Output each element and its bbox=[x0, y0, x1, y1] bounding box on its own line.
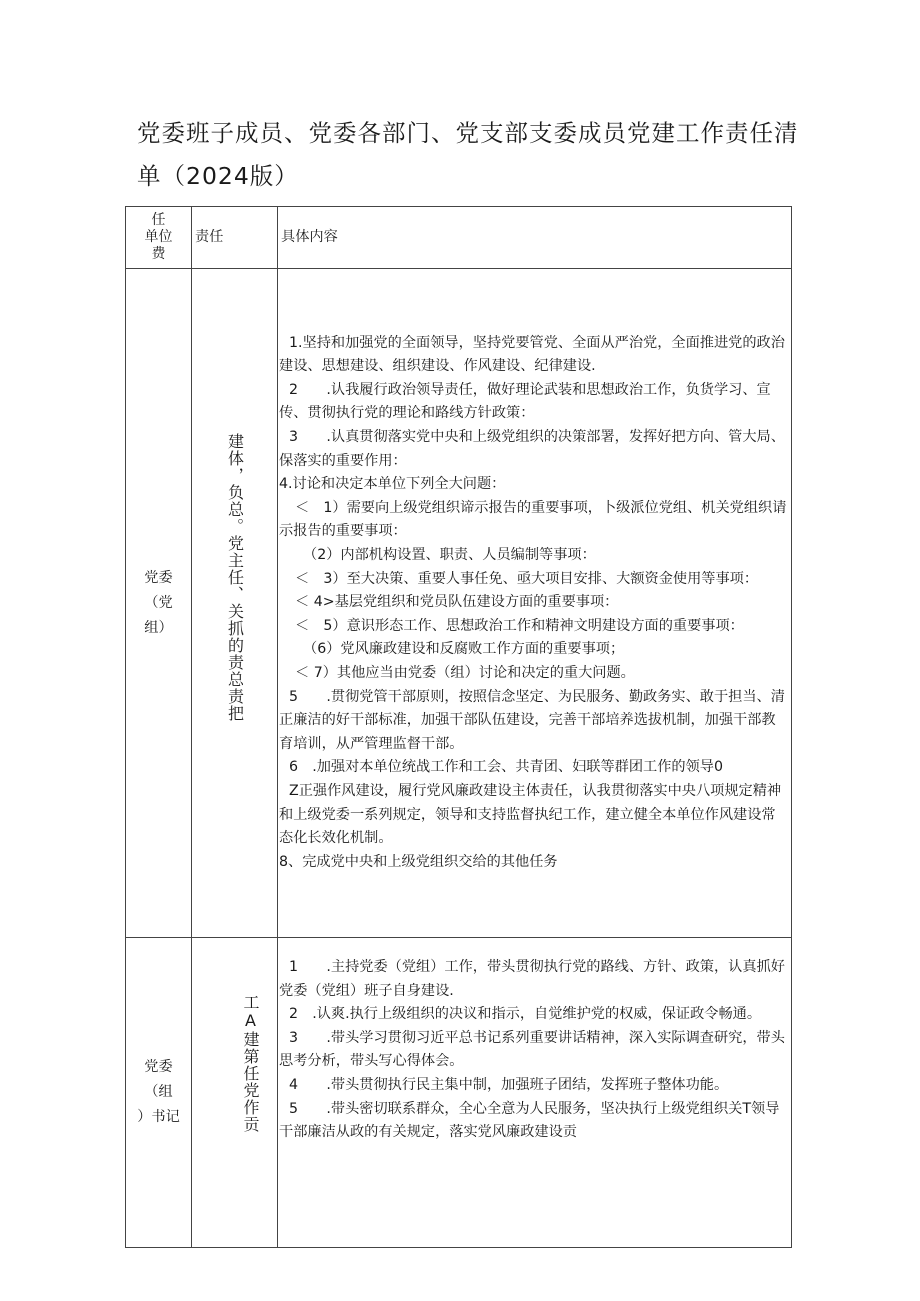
table-row bbox=[126, 938, 792, 1248]
row-content bbox=[278, 269, 792, 938]
unit-line: 组） bbox=[144, 619, 173, 636]
list-item: 1.坚持和加强党的全面领导，坚持党要管党、全面从严治党，全面推进党的政治建设、思想建设、组织建设、作风建设、纪律建设. bbox=[279, 334, 785, 375]
list-item: ＜ 5）意识形态工作、思想政治工作和精神文明建设方面的重要事项： bbox=[295, 617, 744, 634]
list-item: 2 .认爽.执行上级组织的决议和指示，自觉维护党的权威，保证政令畅通。 bbox=[289, 1006, 762, 1023]
unit-line: （组 bbox=[144, 1084, 173, 1100]
unit-line: 党委 bbox=[144, 1059, 173, 1075]
list-item: 3 .认真贯彻落实党中央和上级党组织的决策部署，发挥好把方向、管大局、保落实的重要作用： bbox=[279, 429, 785, 469]
row-unit bbox=[126, 938, 192, 1248]
list-item: ＜ 7）其他应当由党委（组）讨论和决定的重大问题。 bbox=[295, 664, 635, 681]
duty-vertical-text: 建体，负总。党主任、关抓的责总责把 bbox=[225, 433, 245, 722]
unit-line: （党 bbox=[144, 594, 173, 611]
list-item: ＜ 4>基层党组织和党员队伍建设方面的重要事项： bbox=[295, 594, 619, 611]
row-content bbox=[278, 938, 792, 1248]
list-item: 4.讨论和决定本单位下列全大问题： bbox=[279, 476, 506, 493]
unit-line: 党委 bbox=[144, 569, 173, 586]
list-item: （6）党风廉政建设和反腐败工作方面的重要事项； bbox=[303, 641, 625, 658]
row-duty bbox=[192, 269, 278, 938]
header-unit bbox=[126, 207, 192, 269]
list-item: ＜ 1）需要向上级党组织谛示报告的重要事项，卜级派位党组、机关党组织请示报告的重要事项： bbox=[279, 499, 787, 540]
list-item: 5 .带头密切联系群众，全心全意为人民服务，坚决执行上级党组织关T领导干部廉洁从政的有关规定，落实党风廉政建设贡 bbox=[279, 1100, 780, 1141]
header-unit-line: 费 bbox=[151, 246, 166, 262]
list-item: 4 .带头贯彻执行民主集中制，加强班子团结，发挥班子整体功能。 bbox=[289, 1076, 729, 1093]
duty-vertical-text: 工A建第任党作贡 bbox=[241, 994, 260, 1133]
list-item: （2）内部机构设置、职责、人员编制等事项： bbox=[303, 547, 596, 564]
list-item: 1 .主持党委（党组）工作，带头贯彻执行党的路线、方针、政策，认真抓好党委（党组）班子自身建设. bbox=[279, 959, 785, 999]
header-unit-line: 任 bbox=[151, 212, 166, 228]
list-item: 2 .认我履行政治领导责任，做好理论武装和思想政治工作，负货学习、宣传、贯彻执行党的理论和路线方针政策： bbox=[279, 381, 771, 422]
header-unit-line: 单位 bbox=[144, 229, 173, 245]
list-item: ＜ 3）至大决策、重要人事任免、亟大项目安排、大额资金使用等事项： bbox=[295, 570, 759, 587]
row-unit bbox=[126, 269, 192, 938]
table-header-row bbox=[126, 207, 792, 269]
header-content: 具体内容 bbox=[278, 207, 792, 269]
list-item: 5 .贯彻党管干部原则，按照信念坚定、为民服务、勤政务实、敢于担当、清正廉洁的好干部标准，加强干部队伍建设，完善干部培养选拔机制，加强干部教育培训，从严管理监督干部。 bbox=[279, 688, 785, 752]
unit-line: ）书记 bbox=[137, 1109, 180, 1125]
page-title: 党委班子成员、党委各部门、党支部支委成员党建工作责任清单（2024版） bbox=[137, 119, 799, 190]
list-item: 3 .带头学习贯彻习近平总书记系列重要讲话精神，深入实际调查研究，带头思考分析，带头写心得体会。 bbox=[279, 1029, 785, 1070]
list-item: 8、完成党中央和上级党组织交给的其他任务 bbox=[279, 853, 558, 870]
list-item: 6 .加强对本单位统战工作和工会、共青团、妇联等群团工作的领导0 bbox=[289, 759, 724, 776]
responsibility-table bbox=[125, 206, 792, 1248]
row-duty bbox=[192, 938, 278, 1248]
table-row bbox=[126, 269, 792, 938]
header-duty: 责任 bbox=[192, 207, 278, 269]
list-item: Z正强作风建设，履行党风廉政建设主体责任，认我贯彻落实中央八项规定精神和上级党委一系列规定，领导和支持监督执纪工作，建立健全本单位作风建设常态化长效化机制。 bbox=[279, 782, 782, 847]
